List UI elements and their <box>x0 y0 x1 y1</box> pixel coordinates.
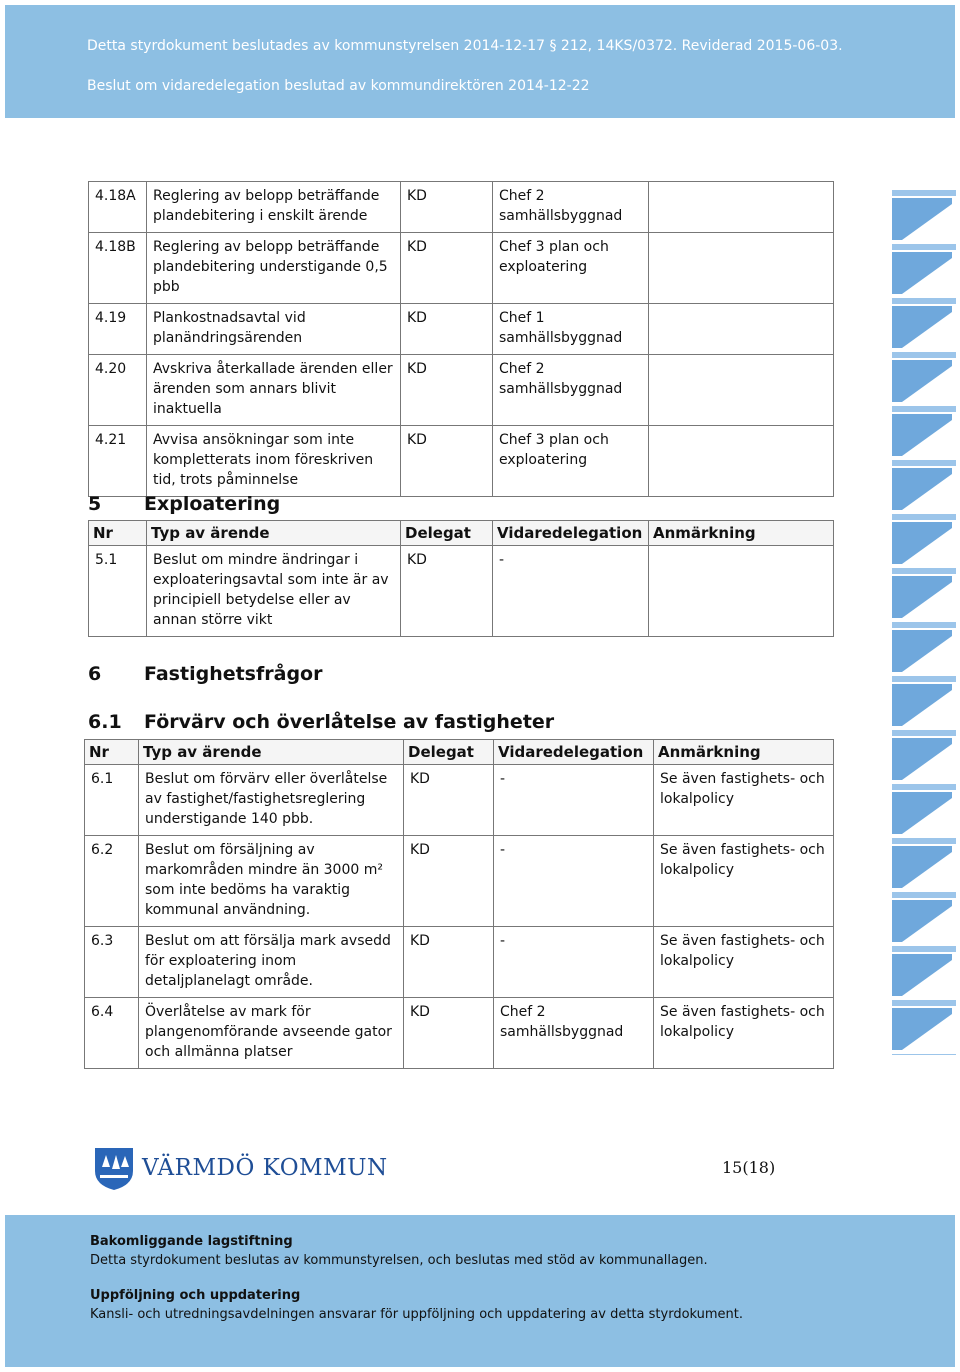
section-title: Fastighetsfrågor <box>144 663 323 685</box>
page-number: 15(18) <box>722 1158 776 1177</box>
section-number: 6 <box>88 663 102 685</box>
column-header-vidaredelegation: Vidaredelegation <box>493 521 649 546</box>
cell-typ: Beslut om mindre ändringar i exploateringsavtal som inte är av principiell betydelse eller av annan större vikt <box>147 546 401 637</box>
cell-nr: 4.19 <box>89 304 147 355</box>
table-row <box>85 765 834 836</box>
column-header-delegat: Delegat <box>404 740 494 765</box>
section-title: Förvärv och överlåtelse av fastigheter <box>144 711 555 733</box>
cell-anmarkning <box>649 233 834 304</box>
cell-vidaredelegation: - <box>494 765 654 836</box>
cell-vidaredelegation: Chef 2 samhällsbyggnad <box>494 998 654 1069</box>
footer-heading-legislation: Bakomliggande lagstiftning <box>90 1234 293 1249</box>
cell-vidaredelegation: - <box>494 927 654 998</box>
column-header-anmarkning: Anmärkning <box>654 740 834 765</box>
cell-typ: Överlåtelse av mark för plangenomförande avseende gator och allmänna platser <box>139 998 404 1069</box>
cell-typ: Avvisa ansökningar som inte kompletterats inom föreskriven tid, trots påminnelse <box>147 426 401 497</box>
cell-vidaredelegation: Chef 2 samhällsbyggnad <box>493 182 649 233</box>
table-row <box>85 998 834 1069</box>
table-row <box>89 426 834 497</box>
cell-vidaredelegation: Chef 3 plan och exploatering <box>493 426 649 497</box>
cell-delegat: KD <box>401 426 493 497</box>
section5-table <box>88 520 834 637</box>
cell-nr: 4.18A <box>89 182 147 233</box>
table-row <box>89 182 834 233</box>
cell-anmarkning <box>649 304 834 355</box>
decorative-stripes <box>892 190 956 1055</box>
table-row <box>89 355 834 426</box>
cell-vidaredelegation: Chef 1 samhällsbyggnad <box>493 304 649 355</box>
section-heading-6-1 <box>88 711 554 733</box>
cell-nr: 6.4 <box>85 998 139 1069</box>
cell-delegat: KD <box>404 998 494 1069</box>
cell-delegat: KD <box>401 182 493 233</box>
footer-heading-followup: Uppföljning och uppdatering <box>90 1288 301 1303</box>
table-row <box>89 233 834 304</box>
header-delegation-line: Beslut om vidaredelegation beslutad av kommundirektören 2014-12-22 <box>87 78 590 94</box>
cell-delegat: KD <box>401 304 493 355</box>
section-number: 6.1 <box>88 711 122 733</box>
cell-typ: Plankostnadsavtal vid planändringsärenden <box>147 304 401 355</box>
footer-text-legislation: Detta styrdokument beslutas av kommunstyrelsen, och beslutas med stöd av kommunallagen. <box>90 1253 708 1268</box>
cell-nr: 4.18B <box>89 233 147 304</box>
coat-of-arms-icon <box>94 1147 134 1191</box>
cell-typ: Reglering av belopp beträffande plandebitering i enskilt ärende <box>147 182 401 233</box>
cell-nr: 4.20 <box>89 355 147 426</box>
header-band <box>5 5 955 118</box>
cell-anmarkning: Se även fastighets- och lokalpolicy <box>654 998 834 1069</box>
cell-delegat: KD <box>401 546 493 637</box>
column-header-typ: Typ av ärende <box>139 740 404 765</box>
cell-anmarkning <box>649 426 834 497</box>
cell-nr: 5.1 <box>89 546 147 637</box>
section-heading-6 <box>88 663 322 685</box>
section6-1-table <box>84 739 834 1069</box>
cell-vidaredelegation: Chef 2 samhällsbyggnad <box>493 355 649 426</box>
section-title: Exploatering <box>144 493 281 515</box>
cell-anmarkning <box>649 182 834 233</box>
cell-typ: Reglering av belopp beträffande plandebitering understigande 0,5 pbb <box>147 233 401 304</box>
cell-typ: Beslut om att försälja mark avsedd för exploatering inom detaljplanelagt område. <box>139 927 404 998</box>
cell-anmarkning: Se även fastighets- och lokalpolicy <box>654 927 834 998</box>
cell-delegat: KD <box>401 355 493 426</box>
cell-delegat: KD <box>404 836 494 927</box>
cell-anmarkning: Se även fastighets- och lokalpolicy <box>654 765 834 836</box>
column-header-nr: Nr <box>89 521 147 546</box>
footer-text-followup: Kansli- och utredningsavdelningen ansvarar för uppföljning och uppdatering av detta styrdokument. <box>90 1307 744 1322</box>
cell-delegat: KD <box>404 765 494 836</box>
table-row <box>85 836 834 927</box>
section-heading-5 <box>88 493 280 515</box>
column-header-vidaredelegation: Vidaredelegation <box>494 740 654 765</box>
cell-typ: Beslut om förvärv eller överlåtelse av fastighet/fastighetsreglering understigande 140 pbb. <box>139 765 404 836</box>
municipality-logo <box>94 1145 394 1195</box>
table-row <box>85 927 834 998</box>
footer-band <box>5 1215 955 1367</box>
cell-typ: Beslut om försäljning av markområden mindre än 3000 m² som inte bedöms ha varaktig kommunal användning. <box>139 836 404 927</box>
column-header-typ: Typ av ärende <box>147 521 401 546</box>
header-decision-line: Detta styrdokument beslutades av kommunstyrelsen 2014-12-17 § 212, 14KS/0372. Reviderad 2015-06-03. <box>87 38 843 54</box>
cell-delegat: KD <box>401 233 493 304</box>
table-header-row <box>89 521 834 546</box>
cell-typ: Avskriva återkallade ärenden eller ärenden som annars blivit inaktuella <box>147 355 401 426</box>
section-number: 5 <box>88 493 102 515</box>
cell-anmarkning <box>649 546 834 637</box>
cell-nr: 6.1 <box>85 765 139 836</box>
section4-table <box>88 181 834 497</box>
cell-nr: 6.2 <box>85 836 139 927</box>
cell-vidaredelegation: Chef 3 plan och exploatering <box>493 233 649 304</box>
cell-anmarkning: Se även fastighets- och lokalpolicy <box>654 836 834 927</box>
cell-vidaredelegation: - <box>494 836 654 927</box>
table-row <box>89 304 834 355</box>
logo-text: VÄRMDÖ KOMMUN <box>142 1155 388 1181</box>
column-header-anmarkning: Anmärkning <box>649 521 834 546</box>
column-header-nr: Nr <box>85 740 139 765</box>
cell-nr: 4.21 <box>89 426 147 497</box>
cell-nr: 6.3 <box>85 927 139 998</box>
table-row <box>89 546 834 637</box>
table-header-row <box>85 740 834 765</box>
column-header-delegat: Delegat <box>401 521 493 546</box>
cell-vidaredelegation: - <box>493 546 649 637</box>
cell-anmarkning <box>649 355 834 426</box>
cell-delegat: KD <box>404 927 494 998</box>
